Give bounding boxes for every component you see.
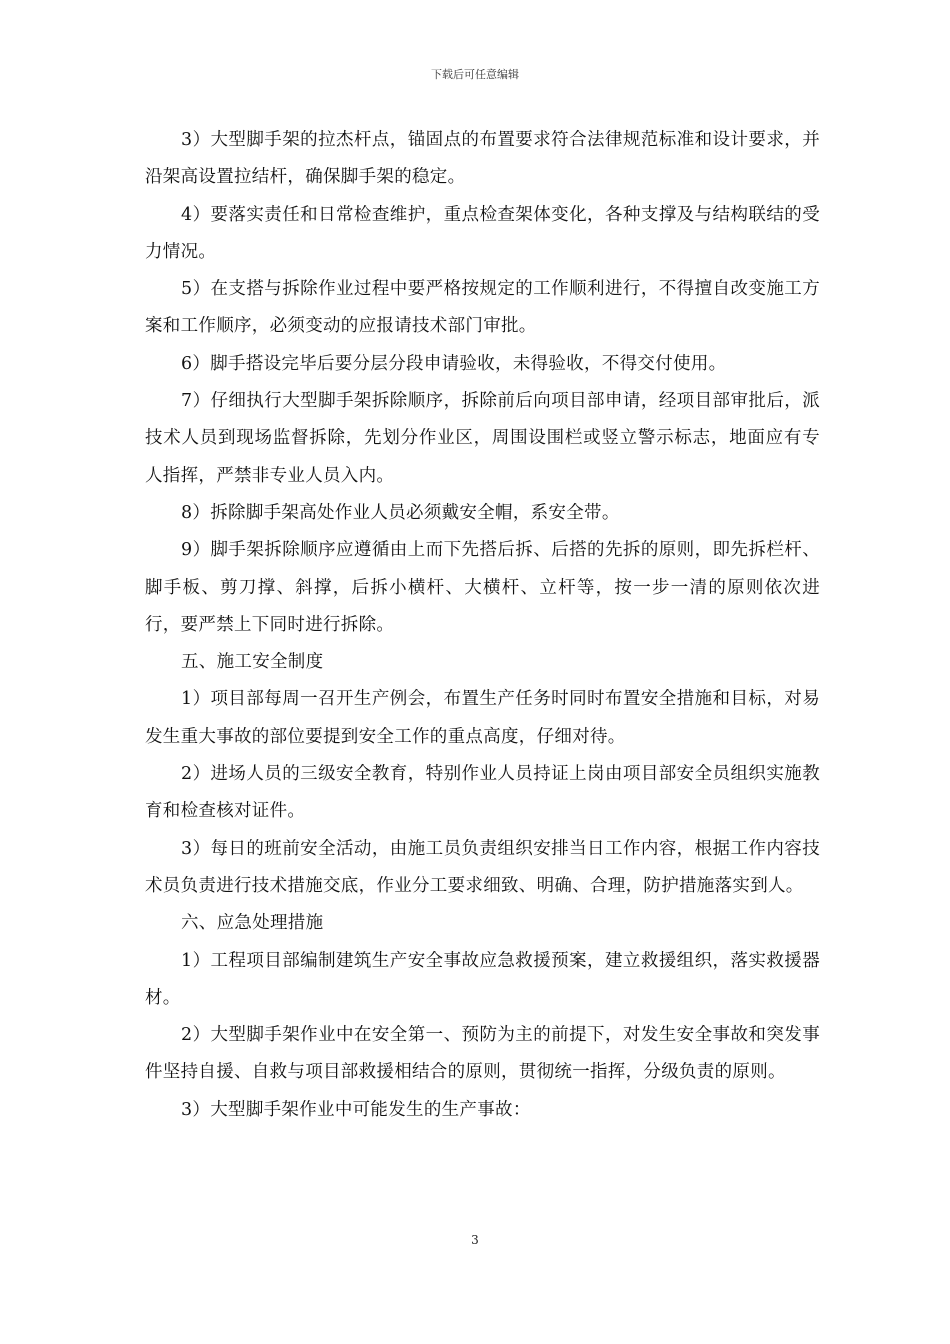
- paragraph: 1）工程项目部编制建筑生产安全事故应急救援预案，建立救援组织，落实救援器材。: [145, 950, 820, 1008]
- page-header: 下载后可任意编辑: [431, 68, 519, 81]
- paragraph: 3）大型脚手架作业中可能发生的生产事故：: [181, 1099, 531, 1120]
- paragraph: 2）进场人员的三级安全教育，特别作业人员持证上岗由项目部安全员组织实施教育和检查核对证件。: [145, 764, 820, 822]
- section-heading: 五、施工安全制度: [181, 652, 324, 673]
- paragraph: 3）大型脚手架的拉杰杆点，锚固点的布置要求符合法律规范标准和设计要求，并沿架高设置拉结杆，确保脚手架的稳定。: [145, 130, 820, 188]
- paragraph: 9）脚手架拆除顺序应遵循由上而下先搭后拆、后搭的先拆的原则，即先拆栏杆、脚手板、剪刀撑、斜撑，后拆小横杆、大横杆、立杆等，按一步一清的原则依次进行，要严禁上下同时进行拆除。: [145, 540, 820, 635]
- document-body: [145, 122, 820, 1129]
- paragraph: 8）拆除脚手架高处作业人员必须戴安全帽，系安全带。: [181, 502, 620, 523]
- paragraph: 5）在支搭与拆除作业过程中要严格按规定的工作顺利进行，不得擅自改变施工方案和工作顺序，必须变动的应报请技术部门审批。: [145, 279, 820, 337]
- page-number: 3: [471, 1233, 479, 1247]
- paragraph: 1）项目部每周一召开生产例会，布置生产任务时同时布置安全措施和目标，对易发生重大事故的部位要提到安全工作的重点高度，仔细对待。: [145, 689, 820, 747]
- paragraph: 7）仔细执行大型脚手架拆除顺序，拆除前后向项目部申请，经项目部审批后，派技术人员到现场监督拆除，先划分作业区，周围设围栏或竖立警示标志，地面应有专人指挥，严禁非专业人员入内。: [145, 391, 820, 486]
- paragraph: 6）脚手搭设完毕后要分层分段申请验收，未得验收，不得交付使用。: [181, 353, 727, 374]
- paragraph: 4）要落实责任和日常检查维护，重点检查架体变化，各种支撑及与结构联结的受力情况。: [145, 204, 820, 262]
- paragraph: 3）每日的班前安全活动，由施工员负责组织安排当日工作内容，根据工作内容技术员负责进行技术措施交底，作业分工要求细致、明确、合理，防护措施落实到人。: [145, 838, 820, 896]
- paragraph: 2）大型脚手架作业中在安全第一、预防为主的前提下，对发生安全事故和突发事件坚持自援、自救与项目部救援相结合的原则，贯彻统一指挥，分级负责的原则。: [145, 1025, 820, 1083]
- section-heading: 六、应急处理措施: [181, 913, 324, 934]
